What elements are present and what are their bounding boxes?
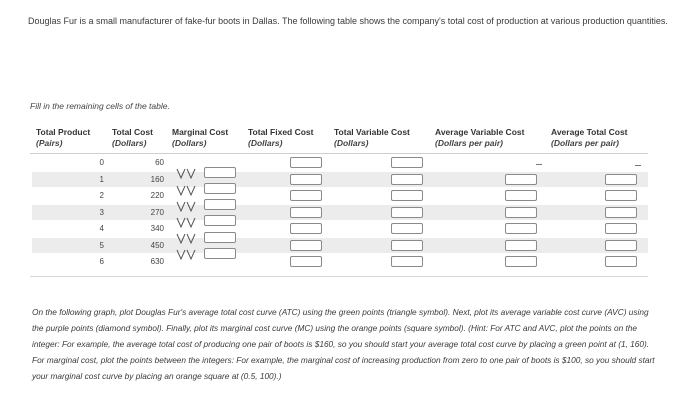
input-total-variable-cost[interactable] — [391, 240, 423, 251]
header-title: Total Cost — [112, 127, 153, 137]
input-marginal-cost[interactable] — [204, 167, 236, 178]
marginal-connector-icon — [186, 249, 196, 260]
input-average-total-cost[interactable] — [605, 240, 637, 251]
cell-total-product: 2 — [99, 191, 104, 200]
cell-total-product: 1 — [99, 175, 104, 184]
input-average-total-cost[interactable] — [605, 256, 637, 267]
marginal-connector-icon — [186, 185, 196, 196]
row-band — [32, 172, 648, 187]
input-average-variable-cost[interactable] — [505, 240, 537, 251]
cell-total-cost: 340 — [150, 224, 164, 233]
input-total-variable-cost[interactable] — [391, 207, 423, 218]
marginal-connector-icon — [176, 249, 186, 260]
header-title: Marginal Cost — [172, 127, 229, 137]
input-marginal-cost[interactable] — [204, 183, 236, 194]
header-average-total-cost — [551, 127, 628, 149]
header-title: Average Total Cost — [551, 127, 628, 137]
header-sub: (Dollars) — [112, 138, 147, 148]
marginal-connector-icon — [176, 201, 186, 212]
cell-total-product: 5 — [99, 241, 104, 250]
header-title: Total Variable Cost — [334, 127, 410, 137]
marginal-connector-icon — [186, 217, 196, 228]
cell-total-cost: 60 — [155, 158, 164, 167]
input-total-variable-cost[interactable] — [391, 256, 423, 267]
input-total-fixed-cost[interactable] — [290, 174, 322, 185]
row-band — [32, 238, 648, 253]
input-total-variable-cost[interactable] — [391, 174, 423, 185]
table-bottom-divider — [30, 276, 648, 277]
input-total-variable-cost[interactable] — [391, 157, 423, 168]
cell-total-product: 0 — [99, 158, 104, 167]
input-average-total-cost[interactable] — [605, 207, 637, 218]
header-average-variable-cost — [435, 127, 524, 149]
header-sub: (Dollars) — [172, 138, 207, 148]
input-average-variable-cost[interactable] — [505, 174, 537, 185]
marginal-connector-icon — [176, 185, 186, 196]
input-average-total-cost[interactable] — [605, 223, 637, 234]
cell-total-product: 3 — [99, 208, 104, 217]
input-total-variable-cost[interactable] — [391, 190, 423, 201]
input-average-variable-cost[interactable] — [505, 207, 537, 218]
header-sub: (Dollars) — [334, 138, 369, 148]
marginal-connector-icon — [186, 168, 196, 179]
header-total-variable-cost — [334, 127, 410, 149]
marginal-connector-icon — [186, 233, 196, 244]
marginal-connector-icon — [176, 233, 186, 244]
marginal-connector-icon — [176, 217, 186, 228]
input-average-total-cost[interactable] — [605, 174, 637, 185]
dash-atc-na — [635, 165, 641, 166]
cell-total-product: 6 — [99, 257, 104, 266]
header-title: Total Product — [36, 127, 91, 137]
cell-total-cost: 270 — [150, 208, 164, 217]
input-total-fixed-cost[interactable] — [290, 256, 322, 267]
table-instruction: Fill in the remaining cells of the table. — [30, 101, 170, 111]
input-average-variable-cost[interactable] — [505, 256, 537, 267]
dash-avc-na — [536, 164, 542, 165]
graph-instructions: On the following graph, plot Douglas Fur's average total cost curve (ATC) using the green points (triangle symbol). Next, plot its average variable cost curve (AVC) using the purple points (diamond symbol). Finally, plot its marginal cost curve (MC) using the orange points (square symbol). (Hint: For ATC and AVC, plot the points on the integer: For example, the average total cost of producing one pair of boots is $160, so you should start your average total cost curve by placing a green point at (1, 160). For marginal cost, plot the points between the integers: For example, the marginal cost of increasing production from zero to one pair of boots is $100, so you should start your marginal cost curve by placing an orange square at (0.5, 100).) — [32, 307, 655, 381]
row-band — [32, 205, 648, 220]
header-sub: (Pairs) — [36, 138, 63, 148]
input-average-total-cost[interactable] — [605, 190, 637, 201]
header-marginal-cost — [172, 127, 228, 149]
header-divider — [30, 153, 648, 154]
header-title: Total Fixed Cost — [248, 127, 314, 137]
input-average-variable-cost[interactable] — [505, 190, 537, 201]
cell-total-cost: 160 — [150, 175, 164, 184]
header-total-fixed-cost — [248, 127, 314, 149]
header-total-cost — [112, 127, 153, 149]
header-total-product — [36, 127, 90, 149]
header-title: Average Variable Cost — [435, 127, 525, 137]
header-sub: (Dollars) — [248, 138, 283, 148]
marginal-connector-icon — [186, 201, 196, 212]
input-total-fixed-cost[interactable] — [290, 223, 322, 234]
input-total-fixed-cost[interactable] — [290, 240, 322, 251]
input-marginal-cost[interactable] — [204, 232, 236, 243]
input-total-fixed-cost[interactable] — [290, 190, 322, 201]
input-marginal-cost[interactable] — [204, 199, 236, 210]
intro-text: Douglas Fur is a small manufacturer of fake-fur boots in Dallas. The following table shows the company's total cost of production at various production quantities. — [28, 16, 668, 26]
input-marginal-cost[interactable] — [204, 248, 236, 259]
input-marginal-cost[interactable] — [204, 215, 236, 226]
input-total-fixed-cost[interactable] — [290, 157, 322, 168]
cell-total-cost: 220 — [150, 191, 164, 200]
cell-total-cost: 630 — [150, 257, 164, 266]
input-total-fixed-cost[interactable] — [290, 207, 322, 218]
header-sub: (Dollars per pair) — [551, 138, 620, 148]
marginal-connector-icon — [176, 168, 186, 179]
cell-total-product: 4 — [99, 224, 104, 233]
input-average-variable-cost[interactable] — [505, 223, 537, 234]
header-sub: (Dollars per pair) — [435, 138, 504, 148]
input-total-variable-cost[interactable] — [391, 223, 423, 234]
cell-total-cost: 450 — [150, 241, 164, 250]
